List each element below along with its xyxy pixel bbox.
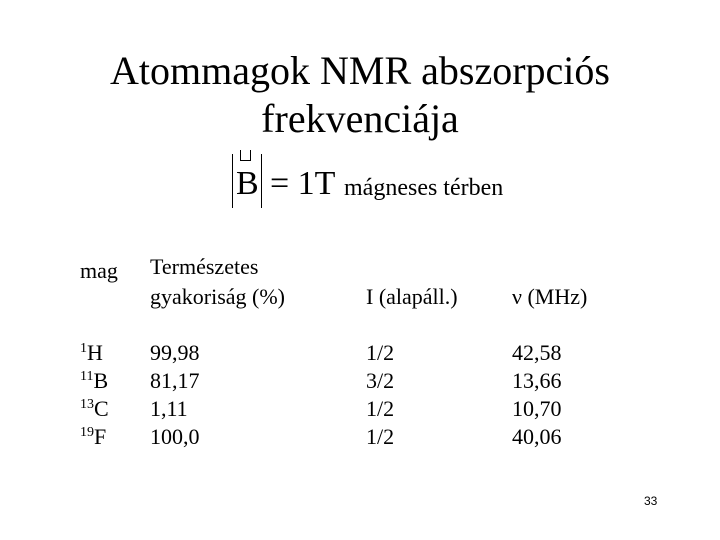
table-row-isotope <box>80 340 103 366</box>
table-cell-spin: 1/2 <box>366 396 395 421</box>
table-row-isotope <box>80 424 106 450</box>
element-symbol: B <box>93 368 109 393</box>
table-cell-abundance: 1,11 <box>150 396 188 421</box>
table-cell-frequency: 42,58 <box>512 340 562 365</box>
mass-number: 13 <box>80 397 94 412</box>
table-cell-frequency: 13,66 <box>512 368 562 393</box>
table-row-isotope <box>80 396 109 422</box>
header-spin: I (alapáll.) <box>366 284 458 309</box>
element-symbol: F <box>94 424 107 449</box>
table-cell-abundance: 99,98 <box>150 340 200 365</box>
header-abundance-line2: gyakoriság (%) <box>150 284 286 309</box>
element-symbol: C <box>94 396 109 421</box>
table-cell-abundance: 100,0 <box>150 424 200 449</box>
abs-bar-left <box>232 154 233 208</box>
field-symbol: B <box>236 165 259 202</box>
mass-number: 11 <box>80 369 94 384</box>
abs-bar-right <box>261 154 262 208</box>
table-cell-frequency: 40,06 <box>512 424 562 449</box>
table-row-isotope <box>80 368 108 394</box>
page-number: 33 <box>644 494 658 508</box>
table-cell-spin: 1/2 <box>366 424 395 449</box>
field-description: mágneses térben <box>344 175 504 201</box>
slide-title-line2: frekvenciája <box>261 96 459 141</box>
field-value: = 1T <box>270 165 336 202</box>
table-cell-abundance: 81,17 <box>150 368 200 393</box>
table-cell-spin: 1/2 <box>366 340 395 365</box>
header-frequency: ν (MHz) <box>512 284 588 309</box>
mass-number: 19 <box>80 425 94 440</box>
vector-arrow-icon <box>240 150 251 161</box>
table-cell-spin: 3/2 <box>366 368 395 393</box>
mass-number: 1 <box>80 341 87 356</box>
slide-title-line1: Atommagok NMR abszorpciós <box>110 48 610 93</box>
header-abundance-line1: Természetes <box>150 254 259 279</box>
header-mag: mag <box>80 258 118 283</box>
table-cell-frequency: 10,70 <box>512 396 562 421</box>
element-symbol: H <box>87 340 103 365</box>
